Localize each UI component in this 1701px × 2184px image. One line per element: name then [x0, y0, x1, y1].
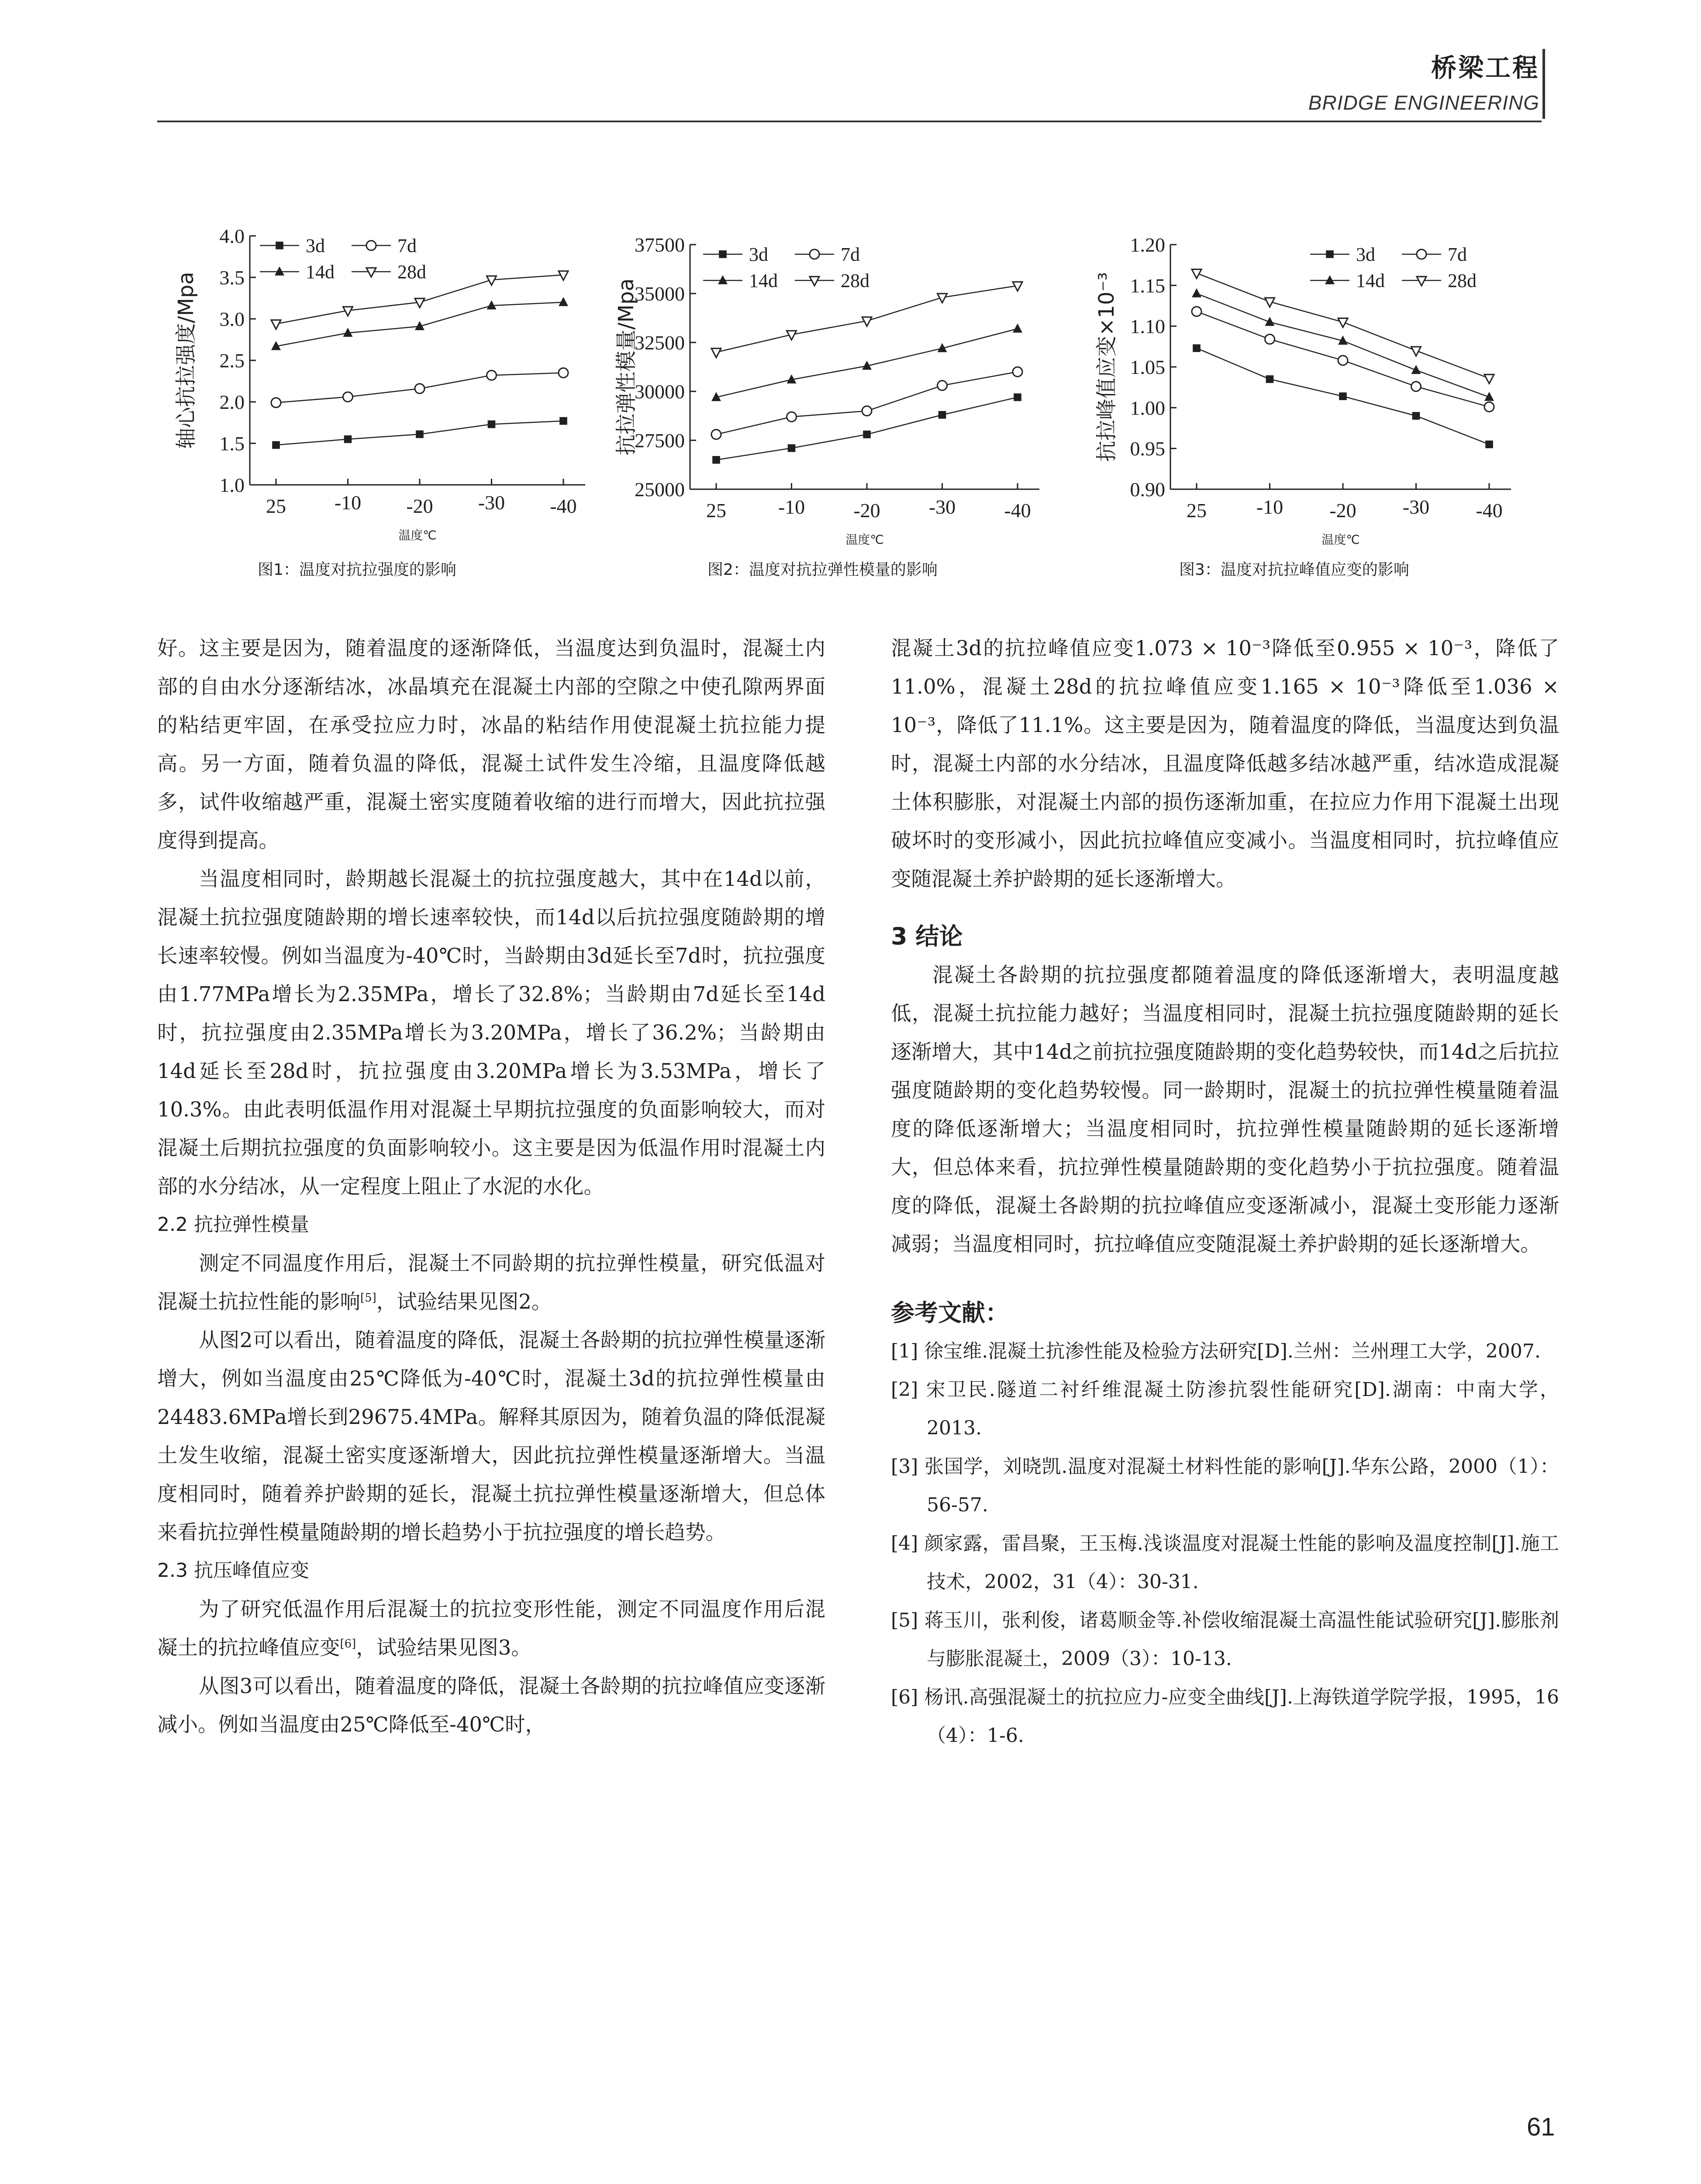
x-tick-label: -10 [1256, 496, 1284, 518]
legend-label: 7d [841, 244, 860, 265]
data-point-3d [1412, 412, 1420, 420]
y-tick-label: 30000 [635, 380, 685, 403]
y-tick-label: 1.15 [1130, 274, 1165, 297]
data-point-28d [271, 320, 281, 329]
y-axis-title: 轴心抗拉强度/Mpa [174, 272, 198, 449]
data-point-28d [711, 349, 721, 358]
figure-3-caption: 图3：温度对抗拉峰值应变的影响 [1179, 561, 1409, 579]
data-point-3d [1485, 441, 1493, 449]
legend-label: 7d [1448, 244, 1467, 265]
figure-3-chart [1083, 218, 1572, 577]
data-point-14d [559, 297, 568, 306]
legend-marker-14d [1325, 275, 1335, 284]
y-tick-label: 4.0 [219, 225, 245, 247]
y-tick-label: 1.05 [1130, 356, 1165, 378]
x-axis-title: 温度℃ [845, 532, 884, 547]
reference-item: [3] 张国学，刘晓凯.温度对混凝土材料性能的影响[J].华东公路，2000（1）：56-57. [891, 1455, 1559, 1516]
x-tick-label: -20 [406, 495, 433, 517]
data-point-3d [788, 444, 796, 452]
data-point-28d [1484, 374, 1494, 384]
y-tick-label: 1.10 [1130, 315, 1165, 338]
paragraph: 好。这主要是因为，随着温度的逐渐降低，当温度达到负温时，混凝土内部的自由水分逐渐结冰，冰晶填充在混凝土内部的空隙之中使孔隙两界面的粘结更牢固，在承受拉应力时，冰晶的粘结作用使混凝土抗拉能力提高。另一方面，随着负温的降低，混凝土试件发生冷缩，且温度降低越多，试件收缩越严重，混凝土密实度随着收缩的进行而增大，因此抗拉强度得到提高。 [157, 636, 825, 852]
y-tick-label: 37500 [635, 234, 685, 256]
legend-marker-3d [1326, 250, 1334, 258]
data-point-3d [1193, 344, 1201, 352]
data-point-14d [1411, 365, 1421, 374]
paragraph: 当温度相同时，龄期越长混凝土的抗拉强度越大，其中在14d以前，混凝土抗拉强度随龄期的增长速率较快，而14d以后抗拉强度随龄期的增长速率较慢。例如当温度为-40℃时，当龄期由3d延长至7d时，抗拉强度由1.77MPa增长为2.35MPa，增长了32.8%；当龄期由7d延长至14d时，抗拉强度由2.35MPa增长为3.20MPa，增长了36.2%；当龄期由14d延长至28d时，抗拉强度由3.20MPa增长为3.53MPa，增长了10.3%。由此表明低温作用对混凝土早期抗拉强度的负面影响较大，而对混凝土后期抗拉强度的负面影响较小。这主要是因为低温作用时混凝土内部的水分结冰，从一定程度上阻止了水泥的水化。 [157, 867, 825, 1198]
figure-1-svg [157, 218, 646, 577]
data-point-3d [344, 435, 352, 443]
figure-2-caption: 图2：温度对抗拉弹性模量的影响 [707, 561, 938, 579]
legend-label: 3d [749, 244, 768, 265]
data-point-14d [1013, 324, 1022, 333]
y-tick-label: 1.20 [1130, 234, 1165, 256]
page-number: 61 [1527, 2113, 1555, 2141]
header-rule [157, 121, 1542, 122]
section-heading-2-2: 2.2 抗拉弹性模量 [157, 1213, 309, 1236]
section-heading-2-3: 2.3 抗压峰值应变 [157, 1559, 309, 1582]
data-point-3d [559, 417, 567, 425]
legend-marker-7d [366, 241, 376, 250]
data-point-7d [487, 370, 497, 380]
data-point-7d [559, 368, 568, 378]
data-point-3d [1266, 375, 1274, 383]
journal-title-en: BRIDGE ENGINEERING [1308, 91, 1539, 114]
data-point-3d [272, 441, 280, 449]
legend-marker-14d [275, 266, 284, 276]
data-point-28d [1338, 318, 1348, 328]
x-tick-label: -10 [778, 496, 805, 518]
x-tick-label: -40 [550, 495, 577, 517]
paragraph: 从图2可以看出，随着温度的降低，混凝土各龄期的抗拉弹性模量逐渐增大，例如当温度由25℃降低为-40℃时，混凝土3d的抗拉弹性模量由24483.6MPa增长到29675.4MPa。解释其原因为，随着负温的降低混凝土发生收缩，混凝土密实度逐渐增大，因此抗拉弹性模量逐渐增大。当温度相同时，随着养护龄期的延长，混凝土抗拉弹性模量逐渐增大，但总体来看抗拉弹性模量随龄期的增长趋势小于抗拉强度的增长趋势。 [157, 1328, 825, 1544]
plot-area [174, 225, 585, 543]
data-point-7d [1338, 356, 1348, 365]
figure-2-svg [611, 218, 1101, 577]
data-point-14d [1265, 317, 1275, 326]
paragraph: 从图3可以看出，随着温度的降低，混凝土各龄期的抗拉峰值应变逐渐减小。例如当温度由25℃降低至-40℃时， [157, 1674, 825, 1736]
citation-6: [6] [340, 1637, 356, 1651]
x-tick-label: -40 [1476, 499, 1503, 522]
legend-marker-28d [810, 276, 819, 286]
data-point-3d [863, 431, 871, 439]
reference-item: [5] 蒋玉川，张利俊，诸葛顺金等.补偿收缩混凝土高温性能试验研究[J].膨胀剂与膨胀混凝土，2009（3）：10-13. [891, 1609, 1559, 1670]
series-line-7d [716, 372, 1018, 434]
legend-label: 3d [306, 235, 325, 256]
left-column [157, 629, 825, 1744]
data-point-3d [938, 411, 946, 419]
journal-title-cn: 桥梁工程 [1431, 53, 1539, 83]
x-tick-label: -20 [853, 499, 880, 522]
y-tick-label: 0.90 [1130, 478, 1165, 501]
y-tick-label: 27500 [635, 429, 685, 452]
data-point-7d [711, 430, 721, 439]
y-tick-label: 2.0 [219, 391, 245, 413]
figure-1-caption: 图1：温度对抗拉强度的影响 [258, 561, 456, 579]
paragraph: 混凝土各龄期的抗拉强度都随着温度的降低逐渐增大，表明温度越低，混凝土抗拉能力越好；当温度相同时，混凝土抗拉强度随龄期的延长逐渐增大，其中14d之前抗拉强度随龄期的变化趋势较快，而14d之后抗拉强度随龄期的变化趋势较慢。同一龄期时，混凝土的抗拉弹性模量随着温度的降低逐渐增大；当温度相同时，抗拉弹性模量随龄期的延长逐渐增大，但总体来看，抗拉弹性模量随龄期的变化趋势小于抗拉强度。随着温度的降低，混凝土各龄期的抗拉峰值应变逐渐减小，混凝土变形能力逐渐减弱；当温度相同时，抗拉峰值应变随混凝土养护龄期的延长逐渐增大。 [891, 963, 1559, 1256]
legend-marker-14d [718, 275, 728, 284]
references-heading: 参考文献： [891, 1299, 1009, 1327]
data-point-7d [938, 381, 947, 390]
data-point-28d [1192, 270, 1201, 279]
legend-label: 14d [749, 270, 778, 291]
y-tick-label: 1.0 [219, 474, 245, 496]
y-tick-label: 0.95 [1130, 437, 1165, 460]
reference-item: [4] 颜家露，雷昌聚，王玉梅.浅谈温度对混凝土性能的影响及温度控制[J].施工技术，2002，31（4）：30-31. [891, 1532, 1559, 1593]
citation-5: [5] [360, 1291, 376, 1305]
x-axis-title: 温度℃ [398, 528, 437, 543]
legend-marker-3d [276, 242, 283, 249]
x-tick-label: -20 [1329, 499, 1356, 522]
legend-label: 14d [306, 261, 335, 283]
reference-item: [6] 杨讯.高强混凝土的抗拉应力-应变全曲线[J].上海铁道学院学报，1995，16（4）：1-6. [891, 1686, 1559, 1747]
y-tick-label: 1.5 [219, 432, 245, 455]
data-point-7d [415, 384, 424, 394]
x-tick-label: 25 [266, 495, 286, 517]
data-point-3d [488, 421, 496, 429]
reference-item: [1] 徐宝维.混凝土抗渗性能及检验方法研究[D].兰州：兰州理工大学，2007. [891, 1340, 1541, 1362]
data-point-3d [1339, 392, 1347, 400]
data-point-3d [1014, 394, 1021, 401]
legend-label: 14d [1356, 270, 1385, 291]
y-tick-label: 2.5 [219, 349, 245, 372]
legend-marker-7d [810, 249, 819, 259]
y-tick-label: 3.0 [219, 308, 245, 330]
legend-label: 3d [1356, 244, 1375, 265]
y-axis-title: 抗拉峰值应变×10⁻³ [1094, 272, 1119, 462]
data-point-7d [787, 412, 797, 422]
data-point-14d [487, 301, 497, 310]
data-point-7d [1265, 335, 1275, 344]
legend-label: 28d [1448, 270, 1477, 291]
legend [1310, 244, 1477, 291]
right-column [891, 629, 1559, 1755]
x-tick-label: -40 [1004, 499, 1031, 522]
x-tick-label: -30 [478, 491, 505, 514]
x-tick-label: 25 [706, 499, 726, 522]
paragraph: 混凝土3d的抗拉峰值应变1.073 × 10⁻³降低至0.955 × 10⁻³，降低了11.0%，混凝土28d的抗拉峰值应变1.165 × 10⁻³降低至1.036 × 10⁻³，降低了11.1%。这主要是因为，随着温度的降低，当温度达到负温时，混凝土内部的水分结冰，且温度降低越多结冰越严重，结冰造成混凝土体积膨胀，对混凝土内部的损伤逐渐加重，在拉应力作用下混凝土出现破坏时的变形减小，因此抗拉峰值应变减小。当温度相同时，抗拉峰值应变随混凝土养护龄期的延长逐渐增大。 [891, 636, 1559, 891]
header-vertical-rule [1542, 49, 1545, 119]
legend-marker-3d [719, 250, 727, 258]
x-tick-label: -10 [334, 491, 362, 514]
data-point-7d [862, 406, 872, 416]
x-tick-label: -30 [1402, 496, 1430, 518]
reference-item: [2] 宋卫民.隧道二衬纤维混凝土防渗抗裂性能研究[D].湖南：中南大学，2013. [891, 1379, 1559, 1439]
paragraph: 测定不同温度作用后，混凝土不同龄期的抗拉弹性模量，研究低温对混凝土抗拉性能的影响[5]，试验结果见图2。 [157, 1251, 825, 1313]
legend [260, 235, 426, 283]
x-tick-label: 25 [1187, 499, 1207, 522]
series-line-14d [1197, 294, 1489, 397]
y-tick-label: 32500 [635, 332, 685, 354]
legend-marker-28d [1417, 276, 1426, 286]
data-point-7d [271, 398, 281, 408]
data-point-7d [1411, 382, 1421, 391]
y-tick-label: 25000 [635, 478, 685, 501]
data-point-7d [1013, 367, 1022, 377]
data-point-14d [1192, 288, 1201, 297]
data-point-3d [416, 430, 424, 438]
legend-marker-28d [366, 268, 376, 277]
legend-marker-7d [1417, 249, 1426, 259]
legend-label: 7d [397, 235, 417, 256]
figure-2-chart [611, 218, 1101, 577]
paragraph: 为了研究低温作用后混凝土的抗拉变形性能，测定不同温度作用后混凝土的抗拉峰值应变[6]，试验结果见图3。 [157, 1597, 825, 1659]
legend [703, 244, 869, 291]
x-tick-label: -30 [928, 496, 956, 518]
data-point-7d [1484, 402, 1494, 411]
y-axis-title: 抗拉弹性模量/Mpa [614, 278, 638, 456]
data-point-7d [1192, 307, 1201, 316]
figure-1-chart [157, 218, 646, 577]
y-tick-label: 1.00 [1130, 397, 1165, 419]
figure-3-svg [1083, 218, 1572, 577]
legend-label: 28d [397, 261, 426, 283]
x-axis-title: 温度℃ [1321, 532, 1360, 547]
section-heading-3: 3 结论 [891, 923, 963, 950]
y-tick-label: 3.5 [219, 266, 245, 289]
data-point-3d [712, 456, 720, 464]
legend-label: 28d [841, 270, 869, 291]
data-point-7d [343, 392, 353, 402]
y-tick-label: 35000 [635, 283, 685, 305]
